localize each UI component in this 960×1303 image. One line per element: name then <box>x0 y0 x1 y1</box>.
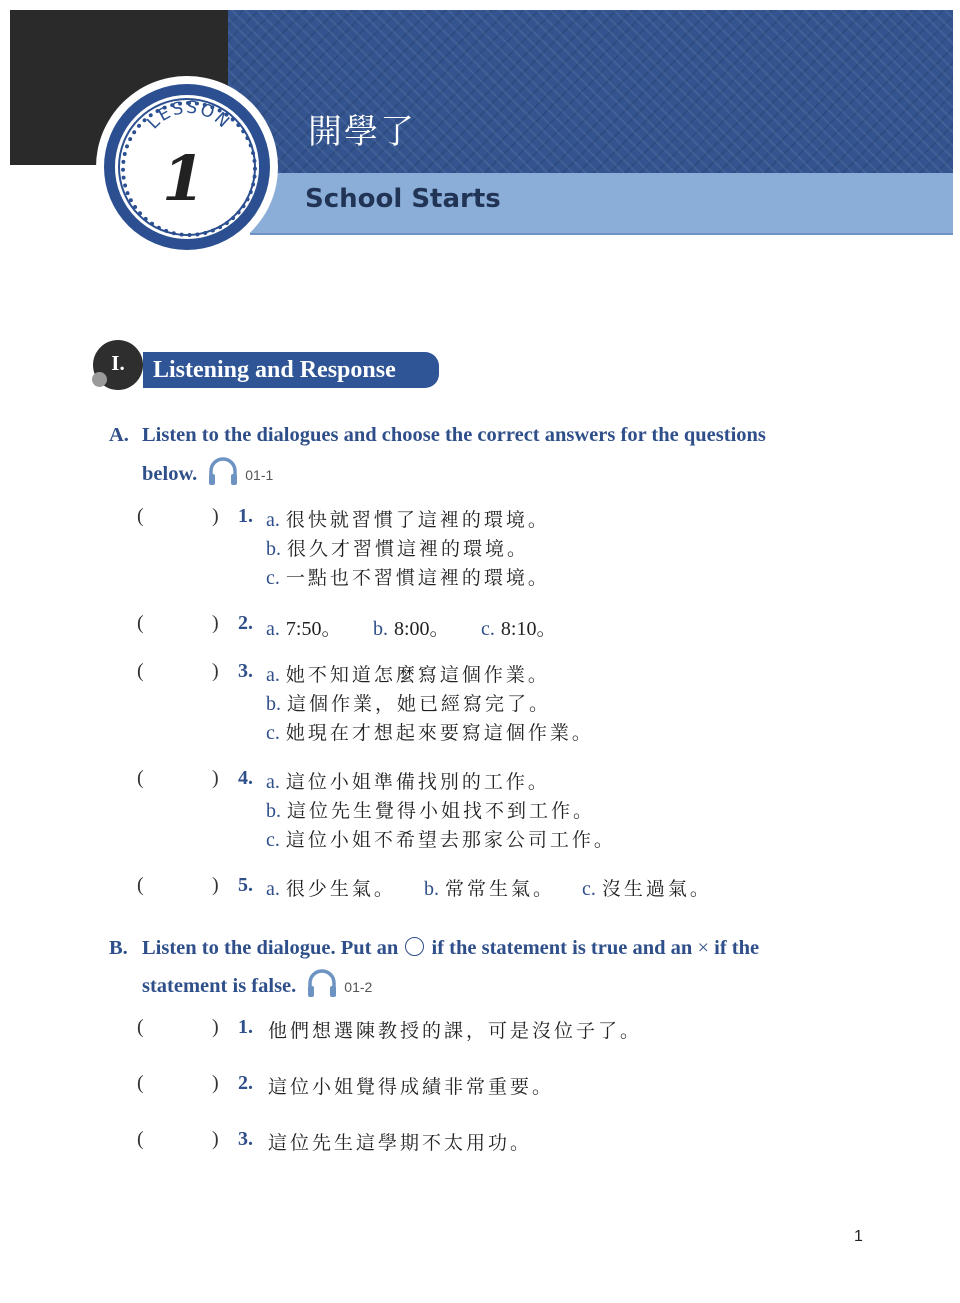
statement-text: 這位先生這學期不太用功。 <box>268 1132 533 1154</box>
lesson-title-chinese: 開學了 <box>308 112 416 152</box>
answer-paren-close: ) <box>212 612 219 634</box>
statement-number: 2. <box>238 1072 253 1094</box>
option-b: b. 這位先生覺得小姐找不到工作。 <box>266 800 596 822</box>
answer-paren-open: ( <box>137 874 144 896</box>
answer-paren-open: ( <box>137 660 144 682</box>
option-a: a. 她不知道怎麼寫這個作業。 <box>266 664 550 686</box>
part-b-instruction-part1: Listen to the dialogue. Put an <box>142 937 399 959</box>
option-a: a. 7:50。 <box>266 618 342 640</box>
statement-text: 這位小姐覺得成績非常重要。 <box>268 1076 555 1098</box>
lesson-word: LESSON <box>143 97 235 134</box>
lesson-title-english: School Starts <box>305 184 501 214</box>
headphones-icon <box>207 454 239 492</box>
question-number: 1. <box>238 505 253 527</box>
option-b: b. 8:00。 <box>373 618 450 640</box>
answer-paren-close: ) <box>212 1128 219 1150</box>
option-a: a. 很快就習慣了這裡的環境。 <box>266 509 550 531</box>
part-b-instruction-part2: if the statement is true and an <box>431 937 693 959</box>
part-a-instruction-line1: Listen to the dialogues and choose the correct answers for the questions <box>142 424 766 446</box>
answer-paren-close: ) <box>212 1016 219 1038</box>
option-a: a. 這位小姐準備找別的工作。 <box>266 771 550 793</box>
question-number: 5. <box>238 874 253 896</box>
answer-paren-close: ) <box>212 660 219 682</box>
option-c: c. 這位小姐不希望去那家公司工作。 <box>266 829 616 851</box>
part-b-letter: B. <box>109 937 128 959</box>
part-a-letter: A. <box>109 424 129 446</box>
answer-paren-open: ( <box>137 1128 144 1150</box>
answer-paren-close: ) <box>212 874 219 896</box>
svg-text:LESSON <box>143 98 234 134</box>
part-a-instruction-line2: below. <box>142 463 198 485</box>
option-c: c. 8:10。 <box>481 618 557 640</box>
answer-paren-close: ) <box>212 505 219 527</box>
part-b-instruction-line2: statement is false. <box>142 975 297 997</box>
section-dot <box>92 372 107 387</box>
question-number: 4. <box>238 767 253 789</box>
headphones-icon <box>306 966 338 1004</box>
option-b: b. 很久才習慣這裡的環境。 <box>266 538 530 560</box>
option-a: a. 很少生氣。 <box>266 878 396 900</box>
circle-icon <box>405 937 424 956</box>
option-c: c. 一點也不習慣這裡的環境。 <box>266 567 550 589</box>
answer-paren-open: ( <box>137 1016 144 1038</box>
option-c: c. 沒生過氣。 <box>582 878 712 900</box>
answer-paren-close: ) <box>212 767 219 789</box>
statement-text: 他們想選陳教授的課，可是沒位子了。 <box>268 1020 643 1042</box>
answer-paren-open: ( <box>137 612 144 634</box>
part-a-track: 01-1 <box>245 467 274 483</box>
page-number: 1 <box>854 1228 863 1245</box>
answer-paren-open: ( <box>137 505 144 527</box>
statement-number: 3. <box>238 1128 253 1150</box>
part-b-track: 01-2 <box>344 979 373 995</box>
option-c: c. 她現在才想起來要寫這個作業。 <box>266 722 594 744</box>
option-b: b. 常常生氣。 <box>424 878 556 900</box>
answer-paren-open: ( <box>137 767 144 789</box>
part-b-instruction-part3: if the <box>714 937 760 959</box>
answer-paren-open: ( <box>137 1072 144 1094</box>
statement-number: 1. <box>238 1016 253 1038</box>
section-numeral: I. <box>93 340 143 390</box>
lesson-number: 1 <box>162 142 206 215</box>
option-b: b. 這個作業，她已經寫完了。 <box>266 693 552 715</box>
false-symbol: × <box>697 937 710 959</box>
answer-paren-close: ) <box>212 1072 219 1094</box>
question-number: 3. <box>238 660 253 682</box>
section-title: Listening and Response <box>143 352 439 388</box>
question-number: 2. <box>238 612 253 634</box>
